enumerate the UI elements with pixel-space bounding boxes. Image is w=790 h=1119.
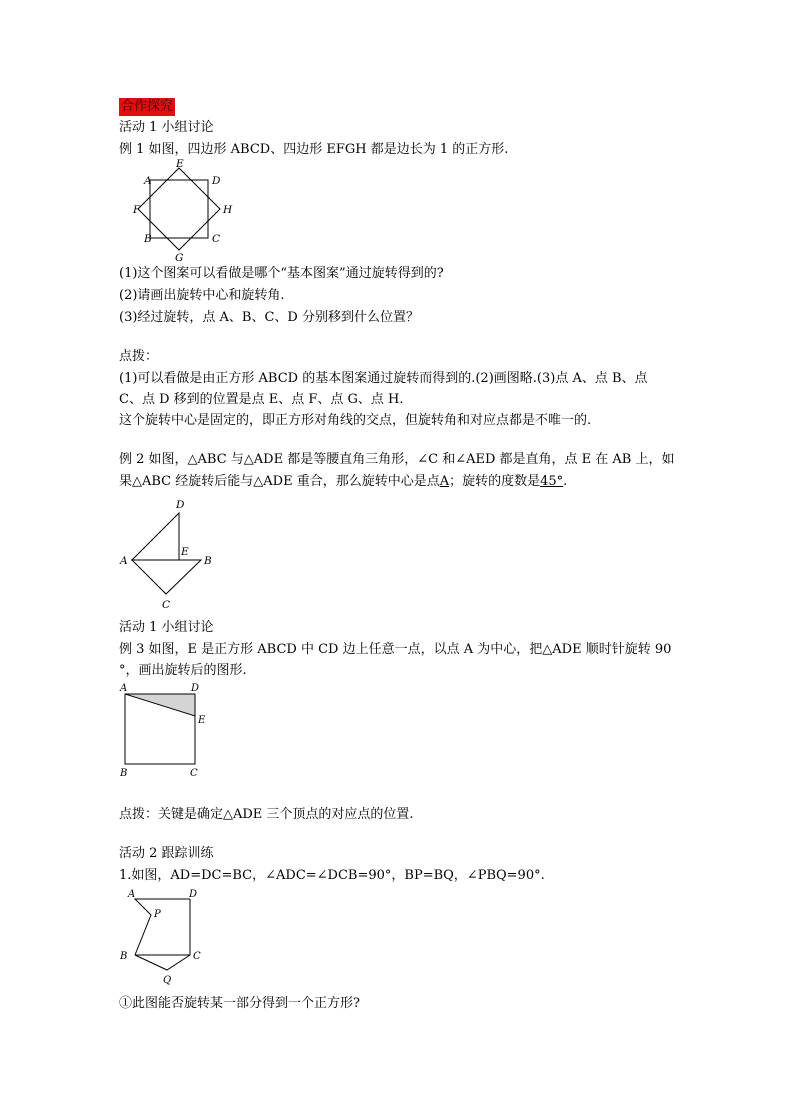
- label-a: A: [144, 175, 152, 187]
- section-heading: 合作探究: [121, 99, 174, 114]
- example1-hint-line-2: C、点 D 移到的位置是点 E、点 F、点 G、点 H.: [119, 392, 404, 407]
- example2-line-2: [119, 473, 567, 491]
- label-a: A: [120, 555, 128, 567]
- label-f: F: [133, 204, 141, 216]
- label-b: B: [120, 768, 128, 779]
- label-c: C: [162, 599, 171, 611]
- path-d-a-p-b: [135, 899, 190, 955]
- example1-question-2: (2)请画出旋转中心和旋转角.: [119, 288, 285, 303]
- example1-hint-line-1: (1)可以看做是由正方形 ABCD 的基本图案通过旋转而得到的.(2)画图略.(3)点 A、点 B、点: [119, 371, 648, 386]
- path-b-q-c: [135, 955, 190, 970]
- label-q: Q: [163, 975, 172, 986]
- activity2-title: 活动 2 跟踪训练: [119, 846, 214, 861]
- example1-question-1: (1)这个图案可以看做是哪个“基本图案”通过旋转得到的?: [119, 266, 444, 281]
- label-e: E: [181, 546, 189, 558]
- figure-1-two-squares: [128, 158, 243, 266]
- label-d: D: [176, 499, 185, 511]
- label-e: E: [176, 158, 184, 170]
- label-d: D: [191, 683, 200, 694]
- label-c: C: [212, 233, 221, 245]
- figure-4-exercise: [116, 884, 216, 990]
- activity1-title: 活动 1 小组讨论: [119, 120, 214, 135]
- example1-hint-title: 点拨：: [119, 349, 159, 364]
- example2-line-2-middle: ；旋转的度数是: [449, 474, 541, 489]
- exercise1-question-1: ①此图能否旋转某一部分得到一个正方形?: [119, 996, 360, 1011]
- label-e: E: [198, 715, 206, 726]
- figure-3-square: [118, 680, 213, 780]
- example3-line-1: 例 3 如图，E 是正方形 ABCD 中 CD 边上任意一点，以点 A 为中心，把△ADE 顺时针旋转 90: [119, 642, 672, 657]
- example3-line-2: °，画出旋转后的图形.: [119, 663, 247, 678]
- example1-stem: 例 1 如图，四边形 ABCD、四边形 EFGH 都是边长为 1 的正方形.: [119, 142, 509, 157]
- label-d: D: [189, 889, 198, 900]
- shaded-triangle-ade: [125, 694, 195, 716]
- label-a: A: [120, 683, 128, 694]
- example1-hint-line-3: 这个旋转中心是固定的，即正方形对角线的交点，但旋转角和对应点都是不唯一的.: [119, 413, 592, 428]
- figure-2-triangles: [118, 493, 218, 613]
- example2-answer-degree: 45°: [540, 474, 564, 489]
- label-a: A: [128, 889, 136, 900]
- example2-line-1: 例 2 如图，△ABC 与△ADE 都是等腰直角三角形，∠C 和∠AED 都是直角，点 E 在 AB 上，如: [119, 452, 675, 467]
- label-g: G: [175, 252, 184, 264]
- example2-line-2-end: .: [563, 474, 568, 489]
- triangle-ade: [132, 513, 179, 560]
- label-c: C: [193, 951, 201, 962]
- label-b: B: [120, 951, 128, 962]
- example3-hint: 点拨：关键是确定△ADE 三个顶点的对应点的位置.: [119, 807, 414, 822]
- label-p: P: [154, 909, 161, 920]
- label-b: B: [204, 555, 212, 567]
- exercise1-stem: 1.如图，AD=DC=BC，∠ADC=∠DCB=90°，BP=BQ，∠PBQ=90°.: [119, 868, 545, 883]
- label-h: H: [223, 204, 233, 216]
- example2-line-2-prefix: 果△ABC 经旋转后能与△ADE 重合，那么旋转中心是点: [119, 474, 440, 489]
- triangle-abc: [132, 560, 201, 594]
- activity1b-title: 活动 1 小组讨论: [119, 620, 214, 635]
- example1-question-3: (3)经过旋转，点 A、B、C、D 分别移到什么位置？: [119, 310, 419, 325]
- label-b: B: [144, 233, 152, 245]
- label-c: C: [190, 768, 198, 779]
- example2-answer-center: A: [439, 474, 450, 489]
- label-d: D: [212, 175, 221, 187]
